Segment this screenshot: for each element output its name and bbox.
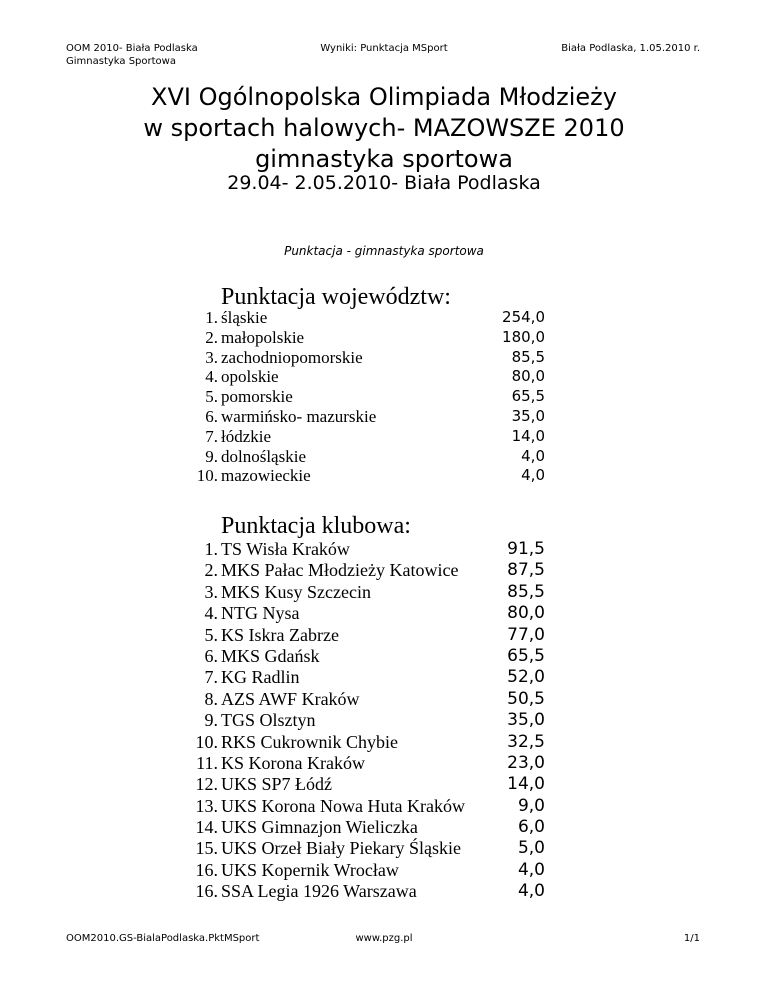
team-name: MKS Pałac Młodzieży Katowice [221,560,459,581]
table-row [0,348,768,368]
rank-number: 15. [195,838,218,859]
team-name: dolnośląskie [221,446,306,466]
team-name: SSA Legia 1926 Warszawa [221,881,417,902]
table-row [0,308,768,328]
footer-link[interactable]: www.pzg.pl [355,933,413,944]
rank-number: 5. [204,624,218,645]
table-row [0,881,768,902]
points-value: 254,0 [502,308,545,326]
points-value: 6,0 [517,817,545,838]
footer-filename: OOM2010.GS-BialaPodlaska.PktMSport [66,933,260,944]
table-row [0,625,768,646]
team-name: warmińsko- mazurskie [221,406,377,426]
rank-number: 5. [205,387,218,407]
table-row [0,328,768,348]
team-name: UKS Gimnazjon Wieliczka [221,817,418,838]
title-line-3: gimnastyka sportowa [255,145,513,173]
team-name: mazowieckie [221,466,311,486]
header-discipline: Gimnastyka Sportowa [66,56,176,67]
points-value: 14,0 [507,774,545,795]
rank-number: 9. [205,446,218,466]
points-value: 85,5 [507,581,545,602]
points-value: 4,0 [517,859,545,880]
team-name: RKS Cukrownik Chybie [221,731,399,752]
club-ranking [0,539,768,903]
table-row [0,689,768,710]
points-value: 85,5 [511,347,545,366]
rank-number: 16. [195,859,218,880]
points-value: 32,5 [507,731,545,752]
team-name: MKS Gdańsk [221,645,320,666]
rank-number: 8. [204,688,218,709]
table-row [0,753,768,774]
table-row [0,582,768,603]
team-name: NTG Nysa [221,603,300,624]
team-name: TGS Olsztyn [221,710,316,731]
page-subtitle: 29.04- 2.05.2010- Biała Podlaska [227,172,541,194]
rank-number: 9. [204,710,218,731]
points-value: 80,0 [507,603,545,624]
rank-number: 2. [204,560,218,581]
team-name: śląskie [221,308,268,327]
team-name: KG Radlin [221,667,300,688]
points-value: 91,5 [507,539,545,559]
rank-number: 2. [205,327,218,347]
header-date: Biała Podlaska, 1.05.2010 r. [561,43,700,54]
points-value: 4,0 [521,446,545,465]
table-row [0,817,768,838]
points-value: 87,5 [507,560,545,581]
table-row [0,646,768,667]
team-name: łódzkie [221,426,272,446]
title-line-2: w sportach halowych- MAZOWSZE 2010 [143,114,625,142]
rank-number: 6. [205,406,218,426]
points-value: 4,0 [521,466,545,485]
points-value: 50,5 [507,688,545,709]
table-row [0,603,768,624]
points-value: 180,0 [502,327,545,346]
rank-number: 7. [204,667,218,688]
rank-number: 14. [195,817,218,838]
rank-number: 10. [196,466,218,486]
team-name: KS Korona Kraków [221,752,365,773]
title-line-1: XVI Ogólnopolska Olimpiada Młodzieży [151,83,617,111]
team-name: UKS Orzeł Biały Piekary Śląskie [221,838,461,859]
table-row [0,710,768,731]
table-row [0,407,768,427]
table-row [0,539,768,560]
rank-number: 13. [195,795,218,816]
rank-number: 11. [196,752,218,773]
table-row [0,560,768,581]
voivodeship-heading: Punktacja województw: [221,284,451,310]
table-row [0,427,768,447]
table-row [0,367,768,387]
points-value: 77,0 [507,624,545,645]
team-name: pomorskie [221,387,293,407]
header-center: Wyniki: Punktacja MSport [320,43,448,54]
rank-number: 1. [205,308,218,327]
team-name: UKS Kopernik Wrocław [221,859,399,880]
points-value: 80,0 [511,367,545,386]
rank-number: 7. [205,426,218,446]
rank-number: 16. [195,881,218,902]
team-name: zachodniopomorskie [221,347,363,367]
points-value: 35,0 [507,710,545,731]
rank-number: 6. [204,645,218,666]
points-value: 5,0 [517,838,545,859]
table-row [0,667,768,688]
team-name: UKS SP7 Łódź [221,774,333,795]
footer-page-number: 1/1 [683,933,700,944]
rank-number: 3. [204,581,218,602]
page-title [0,82,768,175]
team-name: KS Iskra Zabrze [221,624,339,645]
points-value: 9,0 [517,795,545,816]
header-event: OOM 2010- Biała Podlaska [66,43,198,54]
team-name: opolskie [221,367,279,387]
points-value: 14,0 [511,426,545,445]
table-row [0,774,768,795]
team-name: UKS Korona Nowa Huta Kraków [221,795,465,816]
rank-number: 3. [205,347,218,367]
table-row [0,838,768,859]
points-value: 4,0 [517,881,545,902]
table-row [0,732,768,753]
team-name: AZS AWF Kraków [221,688,360,709]
table-row [0,387,768,407]
table-row [0,447,768,467]
table-row [0,796,768,817]
table-row [0,466,768,486]
team-name: MKS Kusy Szczecin [221,581,371,602]
rank-number: 4. [204,603,218,624]
rank-number: 10. [195,731,218,752]
points-value: 65,5 [511,387,545,406]
points-value: 52,0 [507,667,545,688]
points-value: 65,5 [507,645,545,666]
voivodeship-ranking [0,308,768,486]
rank-number: 4. [205,367,218,387]
points-value: 35,0 [511,406,545,425]
points-value: 23,0 [507,752,545,773]
team-name: TS Wisła Kraków [221,539,350,559]
rank-number: 12. [195,774,218,795]
section-note: Punktacja - gimnastyka sportowa [284,244,484,258]
table-row [0,860,768,881]
club-heading: Punktacja klubowa: [221,513,411,539]
team-name: małopolskie [221,327,305,347]
rank-number: 1. [204,539,218,559]
